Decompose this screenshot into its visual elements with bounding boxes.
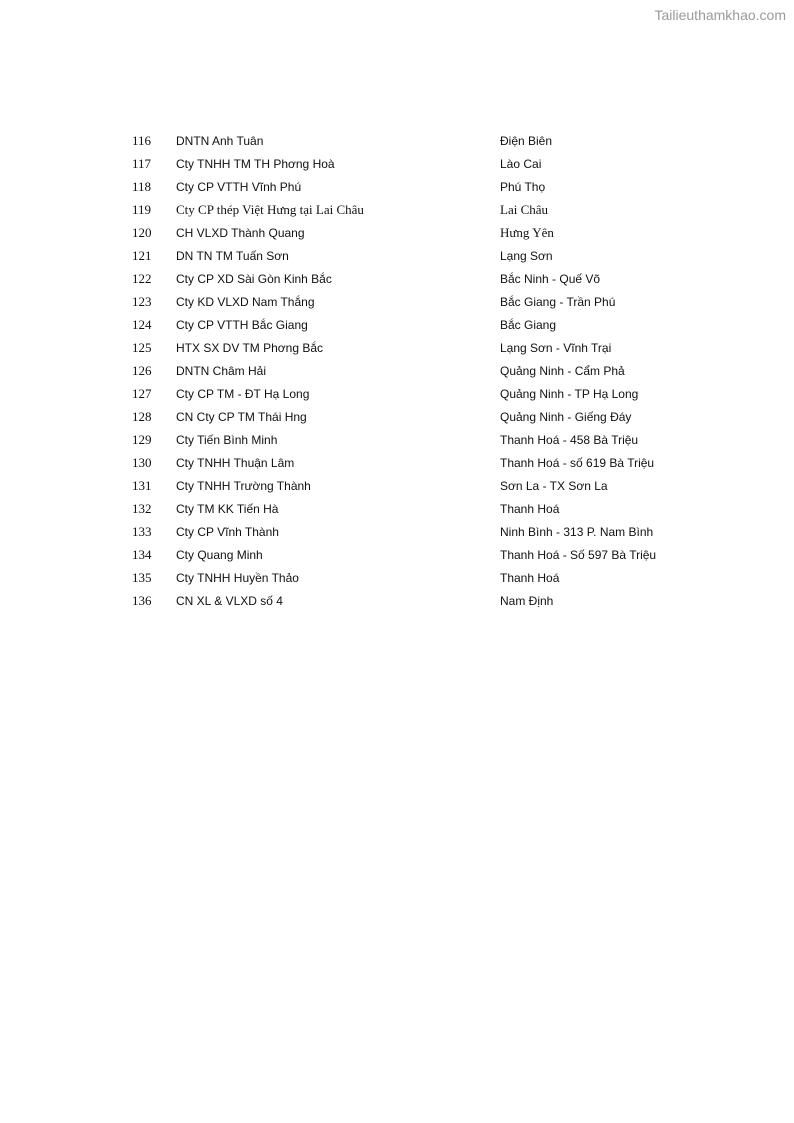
list-item xyxy=(0,545,794,568)
company-name: Cty TNHH Huyền Thảo xyxy=(176,571,299,585)
company-name: Cty CP TM - ĐT Hạ Long xyxy=(176,387,310,401)
list-item xyxy=(0,453,794,476)
row-number: 134 xyxy=(132,547,152,562)
company-location: Ninh Bình - 313 P. Nam Bình xyxy=(500,525,654,539)
row-number: 136 xyxy=(132,593,152,608)
list-item xyxy=(0,315,794,338)
company-name: HTX SX DV TM Phơng Bắc xyxy=(176,341,324,355)
company-location: Quảng Ninh - Giếng Đáy xyxy=(500,410,632,424)
list-item xyxy=(0,154,794,177)
company-location: Điện Biên xyxy=(500,134,553,148)
company-name: Cty TNHH Trường Thành xyxy=(176,479,311,493)
row-number: 123 xyxy=(132,294,152,309)
company-name: CN XL & VLXD số 4 xyxy=(176,594,283,608)
list-item xyxy=(0,522,794,545)
list-item xyxy=(0,476,794,499)
company-name: Cty TNHH Thuận Lâm xyxy=(176,456,295,470)
row-number: 133 xyxy=(132,524,152,539)
company-name: Cty KD VLXD Nam Thắng xyxy=(176,295,315,309)
company-name: Cty Quang Minh xyxy=(176,548,263,562)
company-location: Thanh Hoá - số 619 Bà Triệu xyxy=(500,456,655,470)
company-name: Cty CP VTTH Vĩnh Phú xyxy=(176,180,302,194)
company-location: Nam Định xyxy=(500,594,554,608)
watermark: Tailieuthamkhao.com xyxy=(654,7,786,23)
company-location: Lạng Sơn xyxy=(500,249,553,263)
row-number: 129 xyxy=(132,432,152,447)
list-item xyxy=(0,499,794,522)
row-number: 128 xyxy=(132,409,152,424)
company-name: Cty CP thép Việt Hưng tại Lai Châu xyxy=(176,202,364,217)
company-name: Cty Tiến Bình Minh xyxy=(176,433,278,447)
company-location: Thanh Hoá xyxy=(500,502,560,516)
list-item xyxy=(0,338,794,361)
company-location: Lạng Sơn - Vĩnh Trại xyxy=(500,341,612,355)
row-number: 122 xyxy=(132,271,152,286)
row-number: 116 xyxy=(132,133,152,148)
row-number: 119 xyxy=(132,202,152,217)
company-name: DN TN TM Tuấn Sơn xyxy=(176,249,289,263)
row-number: 127 xyxy=(132,386,152,401)
company-location: Bắc Giang - Trần Phú xyxy=(500,295,616,309)
list-item xyxy=(0,568,794,591)
list-item xyxy=(0,246,794,269)
row-number: 117 xyxy=(132,156,152,171)
company-location: Phú Thọ xyxy=(500,180,546,194)
company-location: Bắc Giang xyxy=(500,318,557,332)
row-number: 130 xyxy=(132,455,152,470)
company-name: Cty TM KK Tiến Hà xyxy=(176,502,279,516)
list-item xyxy=(0,131,794,154)
list-item xyxy=(0,269,794,292)
row-number: 118 xyxy=(132,179,152,194)
company-name: Cty CP VTTH Bắc Giang xyxy=(176,318,308,332)
company-name: CH VLXD Thành Quang xyxy=(176,226,305,240)
list-item xyxy=(0,430,794,453)
company-location: Thanh Hoá - Số 597 Bà Triệu xyxy=(500,548,657,562)
list-item xyxy=(0,361,794,384)
row-number: 132 xyxy=(132,501,152,516)
list-item xyxy=(0,223,794,246)
company-location: Bắc Ninh - Quế Võ xyxy=(500,272,601,286)
company-location: Sơn La - TX Sơn La xyxy=(500,479,608,493)
list-item xyxy=(0,384,794,407)
company-location: Thanh Hoá xyxy=(500,571,560,585)
row-number: 135 xyxy=(132,570,152,585)
company-location: Lào Cai xyxy=(500,157,542,171)
company-name: Cty TNHH TM TH Phơng Hoà xyxy=(176,157,335,171)
list-item xyxy=(0,591,794,614)
company-location: Thanh Hoá - 458 Bà Triệu xyxy=(500,433,639,447)
company-location: Quảng Ninh - TP Hạ Long xyxy=(500,387,639,401)
company-name: CN Cty CP TM Thái Hng xyxy=(176,410,307,424)
list-item xyxy=(0,200,794,223)
row-number: 131 xyxy=(132,478,152,493)
company-location: Quảng Ninh - Cẩm Phả xyxy=(500,364,625,378)
list-item xyxy=(0,177,794,200)
row-number: 121 xyxy=(132,248,152,263)
row-number: 124 xyxy=(132,317,152,332)
list-item xyxy=(0,407,794,430)
company-name: DNTN Anh Tuân xyxy=(176,134,264,148)
company-name: Cty CP XD Sài Gòn Kinh Bắc xyxy=(176,272,332,286)
company-location: Lai Châu xyxy=(500,202,549,217)
company-name: Cty CP Vĩnh Thành xyxy=(176,525,279,539)
company-name: DNTN Châm Hải xyxy=(176,364,267,378)
company-location: Hưng Yên xyxy=(500,225,554,240)
list-item xyxy=(0,292,794,315)
row-number: 120 xyxy=(132,225,152,240)
row-number: 125 xyxy=(132,340,152,355)
company-list xyxy=(0,131,794,614)
row-number: 126 xyxy=(132,363,152,378)
